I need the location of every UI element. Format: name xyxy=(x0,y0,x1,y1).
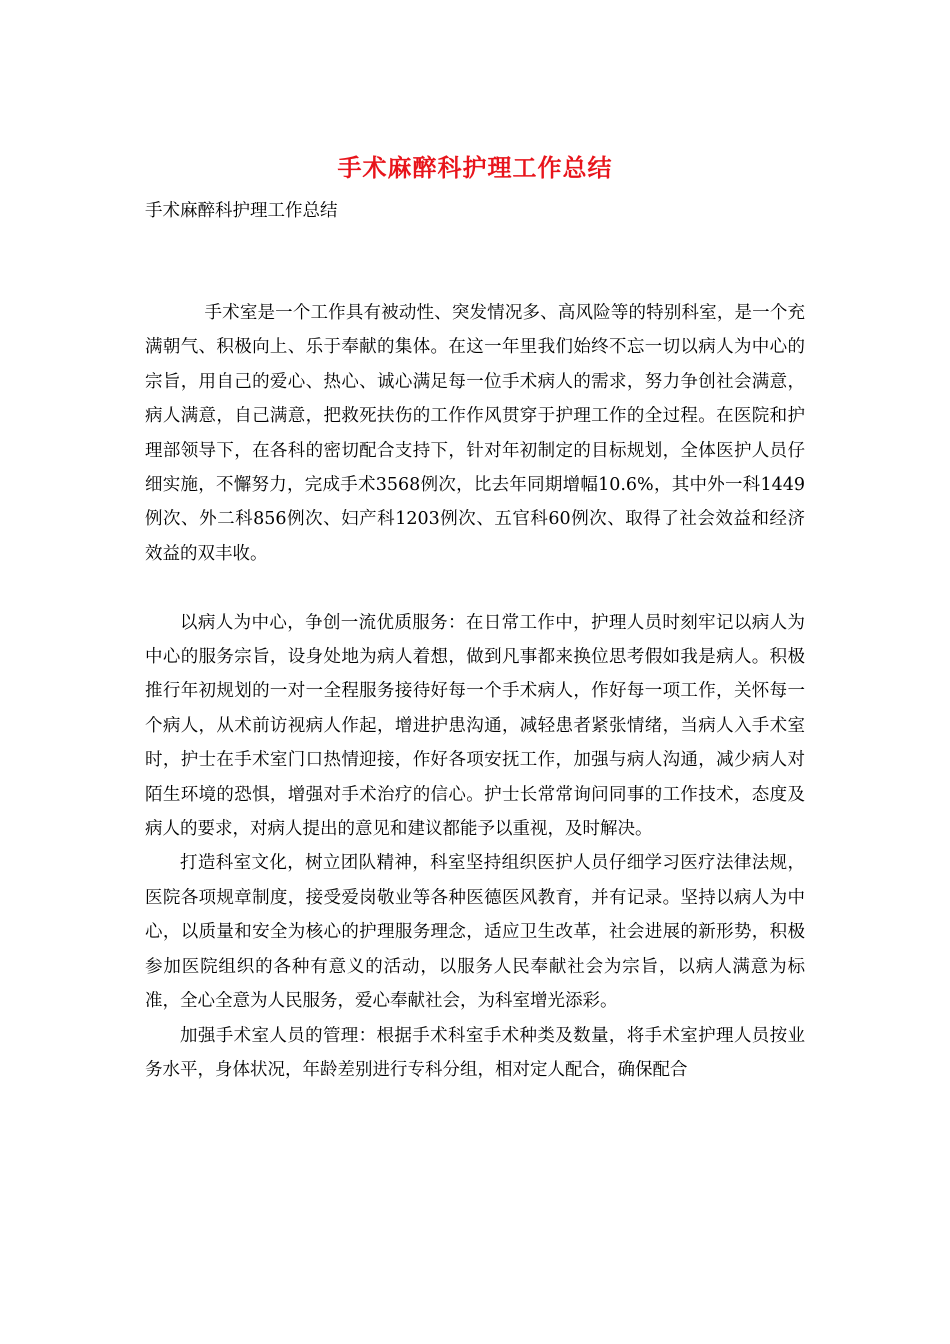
paragraph-3: 打造科室文化，树立团队精神，科室坚持组织医护人员仔细学习医疗法律法规，医院各项规章制度，接受爱岗敬业等各种医德医风教育，并有记录。坚持以病人为中心，以质量和安全为核心的护理服务理念，适应卫生改革，社会进展的新形势，积极参加医院组织的各种有意义的活动，以服务人民奉献社会为宗旨，以病人满意为标准，全心全意为人民服务，爱心奉献社会，为科室增光添彩。 xyxy=(145,853,805,1012)
document-subtitle: 手术麻醉科护理工作总结 xyxy=(145,201,338,221)
document-title: 手术麻醉科护理工作总结 xyxy=(337,153,613,182)
document-body xyxy=(145,296,805,1087)
paragraph-2: 以病人为中心，争创一流优质服务：在日常工作中，护理人员时刻牢记以病人为中心的服务宗旨，设身处地为病人着想，做到凡事都来换位思考假如我是病人。积极推行年初规划的一对一全程服务接待好每一个手术病人，作好每一项工作，关怀每一个病人，从术前访视病人作起，增进护患沟通，减轻患者紧张情绪，当病人入手术室时，护士在手术室门口热情迎接，作好各项安抚工作，加强与病人沟通，减少病人对陌生环境的恐惧，增强对手术治疗的信心。护士长常常询问同事的工作技术，态度及病人的要求，对病人提出的意见和建议都能予以重视，及时解决。 xyxy=(145,612,805,840)
paragraph-1: 手术室是一个工作具有被动性、突发情况多、高风险等的特别科室，是一个充满朝气、积极向上、乐于奉献的集体。在这一年里我们始终不忘一切以病人为中心的宗旨，用自己的爱心、热心、诚心满足每一位手术病人的需求，努力争创社会满意，病人满意，自己满意，把救死扶伤的工作作风贯穿于护理工作的全过程。在医院和护理部领导下，在各科的密切配合支持下，针对年初制定的目标规划，全体医护人员仔细实施，不懈努力，完成手术3568例次，比去年同期增幅10.6%，其中外一科1449例次、外二科856例次、妇产科1203例次、五官科60例次、取得了社会效益和经济效益的双丰收。 xyxy=(145,303,805,564)
paragraph-4: 加强手术室人员的管理：根据手术科室手术种类及数量，将手术室护理人员按业务水平，身体状况，年龄差别进行专科分组，相对定人配合，确保配合 xyxy=(145,1025,805,1080)
